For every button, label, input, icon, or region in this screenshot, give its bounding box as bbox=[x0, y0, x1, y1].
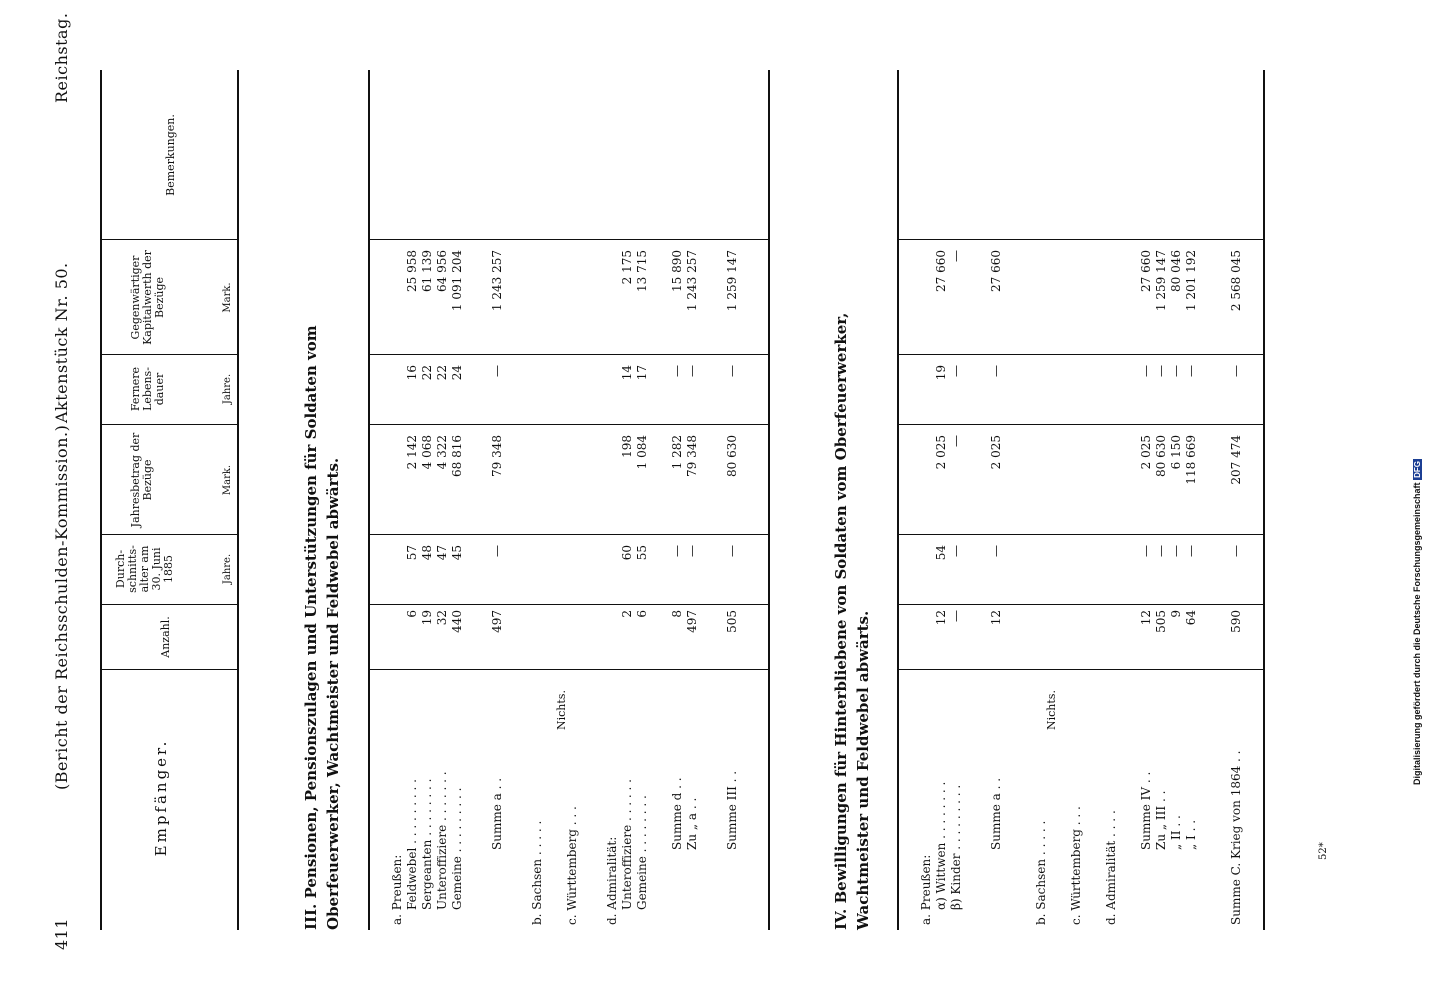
cell-age: 45 bbox=[450, 545, 464, 561]
cell-capital: 1 091 204 bbox=[450, 250, 464, 312]
cell-life: 17 bbox=[635, 365, 649, 381]
cell-life: — bbox=[685, 365, 699, 377]
row-label: a. Preußen: bbox=[919, 854, 933, 925]
cell-amount: 79 348 bbox=[685, 435, 699, 477]
row-label: c. Württemberg . . . bbox=[1069, 806, 1083, 925]
cell-age: — bbox=[490, 545, 504, 557]
cell-life: — bbox=[1184, 365, 1198, 377]
cell-age: 47 bbox=[435, 545, 449, 561]
cell-amount: 68 816 bbox=[450, 435, 464, 477]
section3-col-sep-5 bbox=[368, 354, 768, 355]
cell-life: 14 bbox=[620, 365, 634, 381]
cell-capital: 15 890 bbox=[670, 250, 684, 292]
row-label: d. Admiralität . . . . bbox=[1104, 810, 1118, 925]
cell-count: 6 bbox=[405, 610, 419, 618]
signature-mark: 52* bbox=[1318, 842, 1329, 860]
header-rule-top bbox=[100, 70, 102, 930]
cell-life: — bbox=[670, 365, 684, 377]
cell-count: 505 bbox=[1154, 610, 1168, 633]
cell-age: — bbox=[949, 545, 963, 557]
cell-capital: 1 243 257 bbox=[490, 250, 504, 312]
cell-amount: 79 348 bbox=[490, 435, 504, 477]
cell-count: 12 bbox=[989, 610, 1003, 626]
cell-capital: 2 175 bbox=[620, 250, 634, 285]
section4-title: IV. Bewilligungen für Hinterbliebene von Soldaten vom Oberfeuerwerker, Wachtmeister und Feldwebel abwärts. bbox=[832, 312, 872, 930]
row-label: b. Sachsen . . . . . bbox=[530, 820, 544, 925]
cell-capital: 80 046 bbox=[1169, 250, 1183, 292]
cell-life: 16 bbox=[405, 365, 419, 381]
col-life-expectancy: Fernere Lebens-dauer bbox=[129, 366, 166, 412]
section4-col-sep-3 bbox=[897, 534, 1263, 535]
cell-age: — bbox=[1184, 545, 1198, 557]
cell-age: — bbox=[1169, 545, 1183, 557]
cell-age: — bbox=[1229, 545, 1243, 557]
cell-age: — bbox=[1139, 545, 1153, 557]
col-avg-age-unit: Jahre. bbox=[222, 553, 233, 585]
funding-note-text: Digitalisierung gefördert durch die Deutsche Forschungsgemeinschaft bbox=[1412, 482, 1422, 785]
cell-amount: 6 150 bbox=[1169, 435, 1183, 470]
page-number-top: 411 bbox=[52, 917, 71, 950]
row-label: Feldwebel . . . . . . . . . bbox=[405, 779, 419, 910]
cell-count: 9 bbox=[1169, 610, 1183, 618]
cell-count: 497 bbox=[685, 610, 699, 633]
cell-amount: 4 322 bbox=[435, 435, 449, 470]
col-remarks: Bemerkungen. bbox=[164, 114, 177, 196]
cell-capital: 25 958 bbox=[405, 250, 419, 292]
section3-title: III. Pensionen, Pensionszulagen und Unterstützungen für Soldaten vom Oberfeuerwerker, Wachtmeister und Feldwebel abwärts. bbox=[302, 325, 342, 930]
cell-amount: 118 669 bbox=[1184, 435, 1198, 485]
cell-life: 22 bbox=[435, 365, 449, 381]
row-label: Gemeine . . . . . . . . bbox=[635, 795, 649, 910]
row-label: Summe III . . bbox=[725, 770, 739, 850]
cell-amount: — bbox=[949, 435, 963, 447]
section4-brace-note: Nichts. bbox=[1045, 690, 1058, 730]
cell-capital: 1 201 192 bbox=[1184, 250, 1198, 312]
section4-col-sep-5 bbox=[897, 354, 1263, 355]
row-label: a. Preußen: bbox=[390, 854, 404, 925]
cell-age: 55 bbox=[635, 545, 649, 561]
cell-amount: 1 282 bbox=[670, 435, 684, 470]
cell-amount: 2 025 bbox=[1139, 435, 1153, 470]
col-sep-4 bbox=[100, 424, 238, 425]
row-label: „ II . . bbox=[1169, 815, 1183, 850]
cell-amount: 1 084 bbox=[635, 435, 649, 470]
header-left: Reichstag. bbox=[52, 12, 71, 103]
row-label: Summe d . . bbox=[670, 777, 684, 850]
dfg-logo: DFG bbox=[1413, 461, 1422, 478]
cell-count: 6 bbox=[635, 610, 649, 618]
col-annual-amount-unit: Mark. bbox=[222, 464, 233, 496]
cell-capital: 2 568 045 bbox=[1229, 250, 1243, 312]
cell-count: 64 bbox=[1184, 610, 1198, 626]
col-sep-2 bbox=[100, 604, 238, 605]
cell-age: — bbox=[725, 545, 739, 557]
funding-note bbox=[1412, 459, 1422, 785]
row-label: β) Kinder . . . . . . . . . bbox=[949, 784, 963, 910]
cell-capital: 27 660 bbox=[934, 250, 948, 292]
section4-rule-top bbox=[897, 70, 899, 930]
cell-amount: 80 630 bbox=[1154, 435, 1168, 477]
section3-col-sep-3 bbox=[368, 534, 768, 535]
cell-count: 12 bbox=[934, 610, 948, 626]
cell-count: 440 bbox=[450, 610, 464, 633]
cell-count: 590 bbox=[1229, 610, 1243, 633]
cell-life: — bbox=[1154, 365, 1168, 377]
cell-life: — bbox=[989, 365, 1003, 377]
cell-age: — bbox=[670, 545, 684, 557]
cell-count: 497 bbox=[490, 610, 504, 633]
row-label: Summe C. Krieg von 1864 . . bbox=[1229, 750, 1243, 925]
cell-count: — bbox=[949, 610, 963, 622]
cell-capital: 1 243 257 bbox=[685, 250, 699, 312]
row-label: „ I . . bbox=[1184, 819, 1198, 850]
row-label: Summe a . . bbox=[490, 777, 504, 850]
section3-brace-note: Nichts. bbox=[555, 690, 568, 730]
col-recipients: Empfänger. bbox=[152, 738, 170, 857]
cell-capital: — bbox=[949, 250, 963, 262]
header-rule-bottom bbox=[237, 70, 239, 930]
section4-col-sep-6 bbox=[897, 239, 1263, 240]
section3-rule-top bbox=[368, 70, 370, 930]
col-count: Anzahl. bbox=[159, 616, 172, 658]
cell-amount: 80 630 bbox=[725, 435, 739, 477]
row-label: Summe a . . bbox=[989, 777, 1003, 850]
cell-life: 22 bbox=[420, 365, 434, 381]
col-sep-3 bbox=[100, 534, 238, 535]
cell-capital: 27 660 bbox=[989, 250, 1003, 292]
row-label: Summe IV . . bbox=[1139, 771, 1153, 850]
row-label: α) Wittwen . . . . . . . . bbox=[934, 781, 948, 910]
cell-amount: 2 142 bbox=[405, 435, 419, 470]
col-sep-5 bbox=[100, 354, 238, 355]
cell-age: 48 bbox=[420, 545, 434, 561]
cell-amount: 198 bbox=[620, 435, 634, 458]
section4-rule-bottom bbox=[1263, 70, 1265, 930]
cell-capital: 64 956 bbox=[435, 250, 449, 292]
cell-age: — bbox=[685, 545, 699, 557]
row-label: d. Admiralität: bbox=[605, 836, 619, 925]
section3-rule-bottom bbox=[768, 70, 770, 930]
col-life-expectancy-unit: Jahre. bbox=[222, 373, 233, 405]
cell-life: — bbox=[1229, 365, 1243, 377]
cell-amount: 4 068 bbox=[420, 435, 434, 470]
row-label: Gemeine . . . . . . . . . bbox=[450, 787, 464, 910]
row-label: b. Sachsen . . . . . bbox=[1034, 820, 1048, 925]
row-label: Zu „ III . . bbox=[1154, 790, 1168, 850]
cell-amount: 2 025 bbox=[989, 435, 1003, 470]
cell-age: 57 bbox=[405, 545, 419, 561]
cell-life: 24 bbox=[450, 365, 464, 381]
section3-col-sep-6 bbox=[368, 239, 768, 240]
cell-age: 54 bbox=[934, 545, 948, 561]
cell-age: — bbox=[1154, 545, 1168, 557]
row-label: Zu „ a . . bbox=[685, 797, 699, 850]
cell-count: 2 bbox=[620, 610, 634, 618]
cell-age: 60 bbox=[620, 545, 634, 561]
cell-capital: 1 259 147 bbox=[725, 250, 739, 312]
cell-life: — bbox=[725, 365, 739, 377]
cell-life: — bbox=[1169, 365, 1183, 377]
col-sep-1 bbox=[100, 669, 238, 670]
row-label: Unteroffiziere . . . . . . . bbox=[435, 771, 449, 910]
cell-life: — bbox=[949, 365, 963, 377]
cell-count: 32 bbox=[435, 610, 449, 626]
cell-count: 12 bbox=[1139, 610, 1153, 626]
row-label: Unteroffiziere . . . . . . bbox=[620, 779, 634, 910]
cell-life: — bbox=[1139, 365, 1153, 377]
cell-life: — bbox=[490, 365, 504, 377]
cell-count: 19 bbox=[420, 610, 434, 626]
row-label: Sergeanten . . . . . . . . bbox=[420, 778, 434, 910]
cell-capital: 1 259 147 bbox=[1154, 250, 1168, 312]
cell-capital: 27 660 bbox=[1139, 250, 1153, 292]
header-title: Aktenstück Nr. 50. bbox=[52, 262, 71, 423]
cell-amount: 207 474 bbox=[1229, 435, 1243, 485]
col-sep-6 bbox=[100, 239, 238, 240]
row-label: c. Württemberg . . . bbox=[565, 806, 579, 925]
cell-life: 19 bbox=[934, 365, 948, 381]
cell-capital: 13 715 bbox=[635, 250, 649, 292]
header-subtitle: (Bericht der Reichsschulden-Kommission.) bbox=[52, 424, 71, 790]
col-avg-age: Durch-schnitts-alter am 30. Juni 1885 bbox=[114, 545, 175, 593]
col-annual-amount: Jahresbetrag der Bezüge bbox=[129, 432, 154, 528]
col-capital-value: Gegenwärtiger Kapitalwerth der Bezüge bbox=[129, 250, 166, 345]
cell-count: 505 bbox=[725, 610, 739, 633]
cell-age: — bbox=[989, 545, 1003, 557]
cell-capital: 61 139 bbox=[420, 250, 434, 292]
col-capital-value-unit: Mark. bbox=[222, 282, 233, 313]
cell-amount: 2 025 bbox=[934, 435, 948, 470]
cell-count: 8 bbox=[670, 610, 684, 618]
